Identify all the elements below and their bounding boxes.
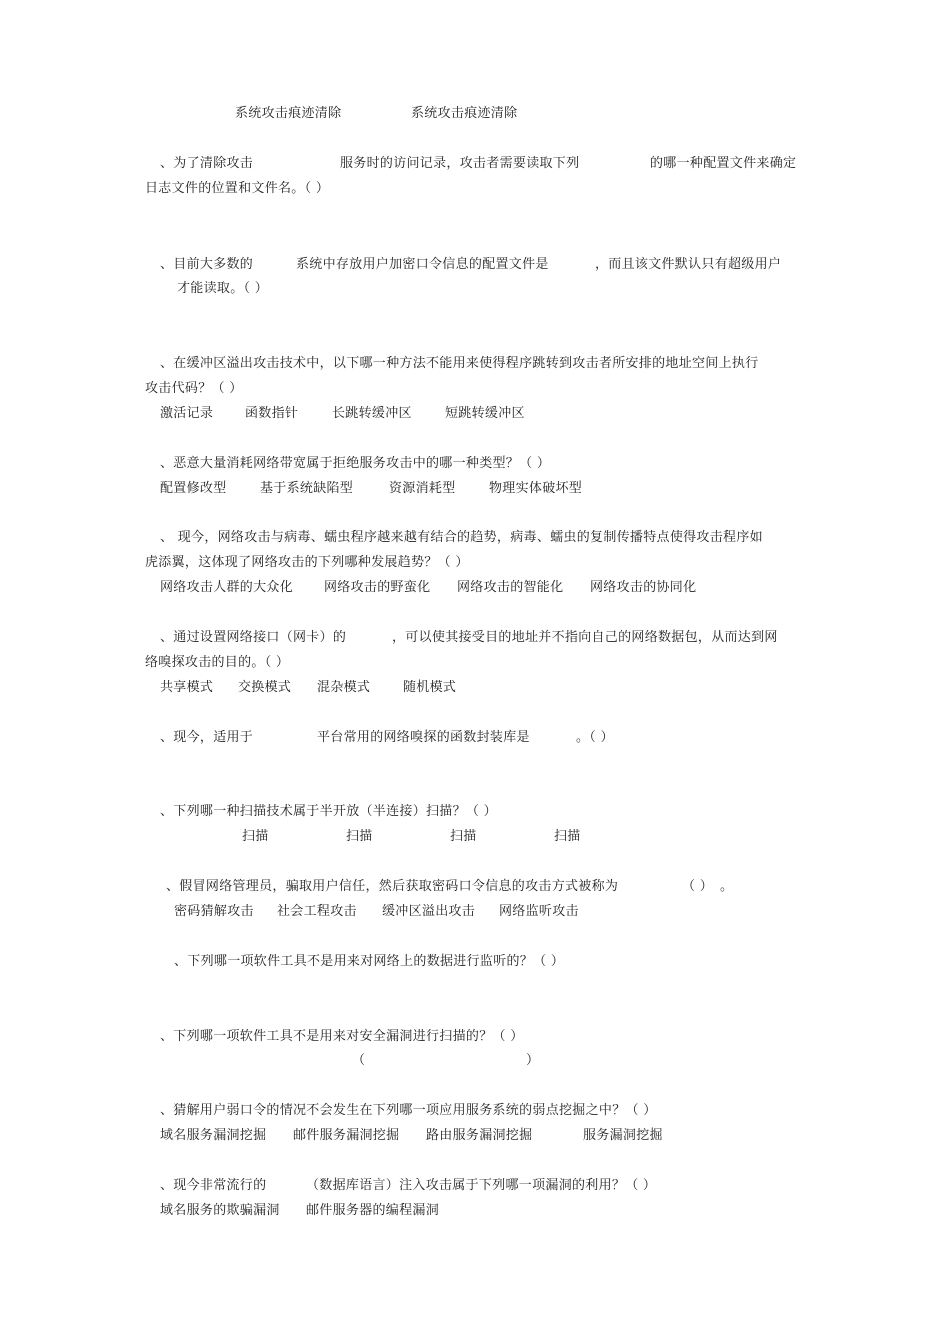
q9-text: 。 xyxy=(720,879,734,894)
q5-option: 网络攻击人群的大众化 xyxy=(160,580,294,595)
q2-text: 系统中存放用户加密口令信息的配置文件是 xyxy=(296,257,549,272)
q3-option: 函数指针 xyxy=(245,406,299,421)
q2-text-line2: 才能读取。（ ） xyxy=(177,281,269,296)
q4-option: 物理实体破坏型 xyxy=(489,481,583,496)
q8-text: 、下列哪一种扫描技术属于半开放（半连接）扫描？（ ） xyxy=(160,804,497,819)
q12-option: 域名服务漏洞挖掘 xyxy=(160,1128,267,1143)
q4-text: 、恶意大量消耗网络带宽属于拒绝服务攻击中的哪一种类型？（ ） xyxy=(160,456,551,471)
q6-option: 交换模式 xyxy=(238,680,292,695)
q6-option: 共享模式 xyxy=(160,680,214,695)
q7-text: 。（ ） xyxy=(576,730,614,745)
q12-option: 服务漏洞挖掘 xyxy=(583,1128,663,1143)
q8-option: 扫描 xyxy=(554,829,581,844)
q11-paren-open: （ xyxy=(352,1053,366,1068)
q11-paren-close: ） xyxy=(526,1053,540,1068)
q3-option: 长跳转缓冲区 xyxy=(332,406,412,421)
q12-option: 邮件服务漏洞挖掘 xyxy=(293,1128,400,1143)
q9-option: 社会工程攻击 xyxy=(277,904,357,919)
q4-option: 基于系统缺陷型 xyxy=(260,481,354,496)
q6-text: 、通过设置网络接口（网卡）的 xyxy=(160,630,347,645)
q10-text: 、下列哪一项软件工具不是用来对网络上的数据进行监听的？（ ） xyxy=(174,954,565,969)
doc-title-left: 系统攻击痕迹清除 xyxy=(235,106,342,121)
q7-text: 、现今，适用于 xyxy=(160,730,254,745)
q3-option: 激活记录 xyxy=(160,406,214,421)
q2-text: 、目前大多数的 xyxy=(160,257,254,272)
q12-text: 、猜解用户弱口令的情况不会发生在下列哪一项应用服务系统的弱点挖掘之中？（ ） xyxy=(160,1103,657,1118)
q8-option: 扫描 xyxy=(242,829,269,844)
q1-text: 服务时的访问记录，攻击者需要读取下列 xyxy=(340,156,580,171)
q8-option: 扫描 xyxy=(346,829,373,844)
q5-option: 网络攻击的野蛮化 xyxy=(324,580,431,595)
q13-option: 邮件服务器的编程漏洞 xyxy=(306,1203,440,1218)
q9-text: 、假冒网络管理员，骗取用户信任，然后获取密码口令信息的攻击方式被称为 xyxy=(166,879,619,894)
q9-text: （ ） xyxy=(682,879,714,894)
q9-option: 缓冲区溢出攻击 xyxy=(382,904,476,919)
q3-text-line2: 攻击代码？（ ） xyxy=(145,381,243,396)
q8-option: 扫描 xyxy=(450,829,477,844)
q6-text-line2: 络嗅探攻击的目的。（ ） xyxy=(145,655,290,670)
q5-text-line2: 虎添翼，这体现了网络攻击的下列哪种发展趋势？（ ） xyxy=(145,555,469,570)
q1-text-line2: 日志文件的位置和文件名。（ ） xyxy=(145,181,330,196)
q6-text: ，可以使其接受目的地址并不指向自己的网络数据包，从而达到网 xyxy=(392,630,778,645)
q11-text: 、下列哪一项软件工具不是用来对安全漏洞进行扫描的？（ ） xyxy=(160,1029,524,1044)
q9-option: 密码猜解攻击 xyxy=(174,904,254,919)
q7-text: 平台常用的网络嗅探的函数封装库是 xyxy=(317,730,530,745)
q5-option: 网络攻击的智能化 xyxy=(457,580,564,595)
q4-option: 资源消耗型 xyxy=(389,481,456,496)
q3-text: 、在缓冲区溢出攻击技术中，以下哪一种方法不能用来使得程序跳转到攻击者所安排的地址空间上执行 xyxy=(160,356,759,371)
q1-text: 的哪一种配置文件来确定 xyxy=(650,156,797,171)
q2-text: ，而且该文件默认只有超级用户 xyxy=(595,257,782,272)
q4-option: 配置修改型 xyxy=(160,481,227,496)
q6-option: 随机模式 xyxy=(403,680,457,695)
doc-title-right: 系统攻击痕迹清除 xyxy=(411,106,518,121)
q13-option: 域名服务的欺骗漏洞 xyxy=(160,1203,280,1218)
q1-text: 、为了清除攻击 xyxy=(160,156,254,171)
q5-text: 、 现今，网络攻击与病毒、蠕虫程序越来越有结合的趋势，病毒、蠕虫的复制传播特点使得攻击程序如 xyxy=(160,530,763,545)
q6-option: 混杂模式 xyxy=(317,680,371,695)
q13-text: 、现今非常流行的 xyxy=(160,1178,267,1193)
q12-option: 路由服务漏洞挖掘 xyxy=(426,1128,533,1143)
q5-option: 网络攻击的协同化 xyxy=(590,580,697,595)
q3-option: 短跳转缓冲区 xyxy=(445,406,525,421)
q9-option: 网络监听攻击 xyxy=(499,904,579,919)
q13-text: （数据库语言）注入攻击属于下列哪一项漏洞的利用？（ ） xyxy=(306,1178,657,1193)
